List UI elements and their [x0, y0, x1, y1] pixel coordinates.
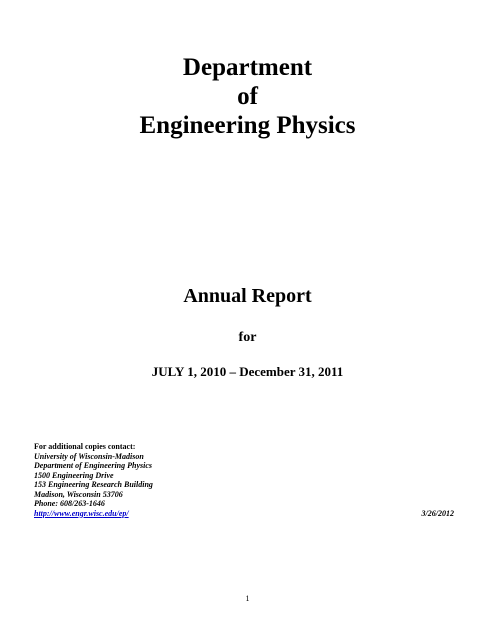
for-label: for: [238, 330, 257, 345]
page-title: [0, 53, 495, 140]
department-website-link[interactable]: http://www.engr.wisc.edu/ep/: [34, 508, 129, 518]
contact-url-row: [34, 509, 454, 519]
contact-line-department: Department of Engineering Physics: [34, 461, 153, 470]
page-number: 1: [245, 594, 250, 603]
title-line-department: Department: [182, 54, 313, 81]
contact-line-street: 1500 Engineering Drive: [34, 470, 114, 480]
title-line-of: of: [237, 83, 258, 110]
contact-block: [34, 442, 454, 519]
report-date-range: JULY 1, 2010 – December 31, 2011: [151, 364, 344, 379]
title-line-engineering-physics: Engineering Physics: [139, 112, 356, 139]
contact-line-building: 153 Engineering Research Building: [34, 480, 153, 489]
contact-line-city: Madison, Wisconsin 53706: [34, 489, 123, 499]
report-print-date: 3/26/2012: [421, 508, 454, 518]
contact-heading: For additional copies contact:: [34, 442, 136, 451]
report-title: Annual Report: [183, 285, 312, 307]
contact-line-phone: Phone: 608/263-1646: [34, 499, 105, 508]
contact-line-university: University of Wisconsin-Madison: [34, 451, 144, 461]
